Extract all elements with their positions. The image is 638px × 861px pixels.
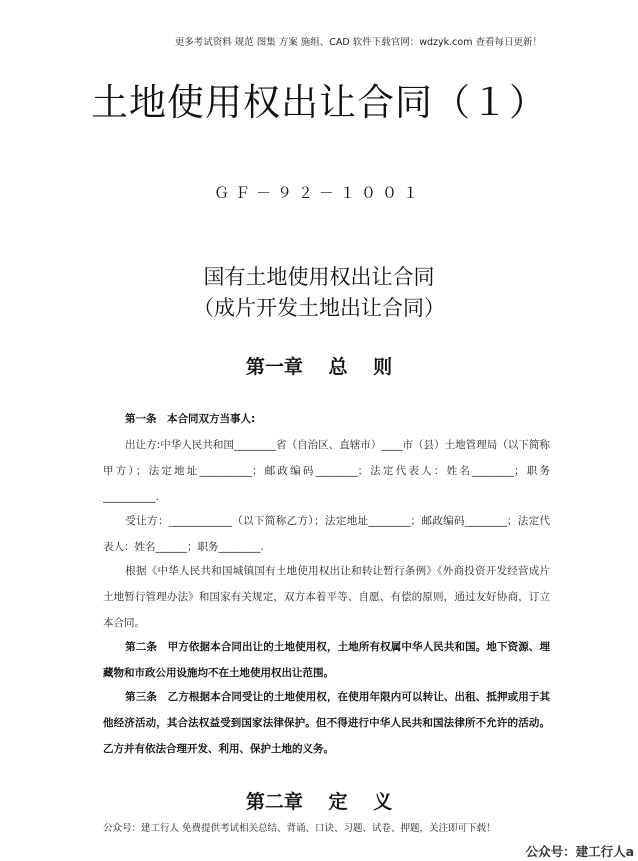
party-b-paragraph: 受让方：____________（以下简称乙方）；法定地址________；邮政编码________；法定代表人：姓名______；职务________.: [103, 515, 550, 553]
document-subtitle-line2: （成片开发土地出让合同）: [193, 296, 445, 320]
article-3-paragraph: 第三条 乙方根据本合同受让的土地使用权，在使用年限内可以转让、出租、抵押或用于其他经济活动，其合法权益受到国家法律保护。但不得进行中华人民共和国法律所不允许的活动。乙方并有依法合理开发、利用、保护土地的义务。: [103, 691, 550, 755]
article-1-heading: 第一条 本合同双方当事人:: [125, 413, 256, 425]
header-download-note: 更多考试资料 规范 图集 方案 施组、CAD 软件下载官网：wdzyk.com 查看每日更新！: [174, 37, 542, 48]
chapter-heading-1: 第一章 总 则: [245, 356, 393, 378]
document-subtitle-line1: 国有土地使用权出让合同: [203, 265, 435, 289]
article-2-paragraph: 第二条 甲方依据本合同出让的土地使用权，土地所有权属中华人民共和国。地下资源、埋藏物和市政公用设施均不在土地使用权出让范围。: [103, 641, 550, 679]
contract-code: ＧＦ－９２－１００１: [213, 184, 424, 202]
document-title: 土地使用权出让合同（１）: [91, 81, 547, 124]
chapter-heading-2: 第二章 定 义: [245, 791, 393, 813]
footer-promo-note: 公众号：建工行人 免费提供考试相关总结、背诵、口诀、习题、试卷、押题，关注即可下载！: [103, 823, 496, 834]
legal-basis-paragraph: 根据《中华人民共和国城镇国有土地使用权出让和转让暂行条例》《外商投资开发经营成片土地暂行管理办法》和国家有关规定，双方本着平等、自愿、有偿的原则，通过友好协商，订立本合同。: [103, 565, 550, 629]
watermark-label: 公众号：建工行人a: [525, 844, 634, 859]
party-a-paragraph: 出让方:中华人民共和国________省（自治区、直辖市）____市（县）土地管理局（以下简称甲方）；法定地址__________；邮政编码________；法定代表人：姓名________；职务__________.: [103, 439, 550, 503]
